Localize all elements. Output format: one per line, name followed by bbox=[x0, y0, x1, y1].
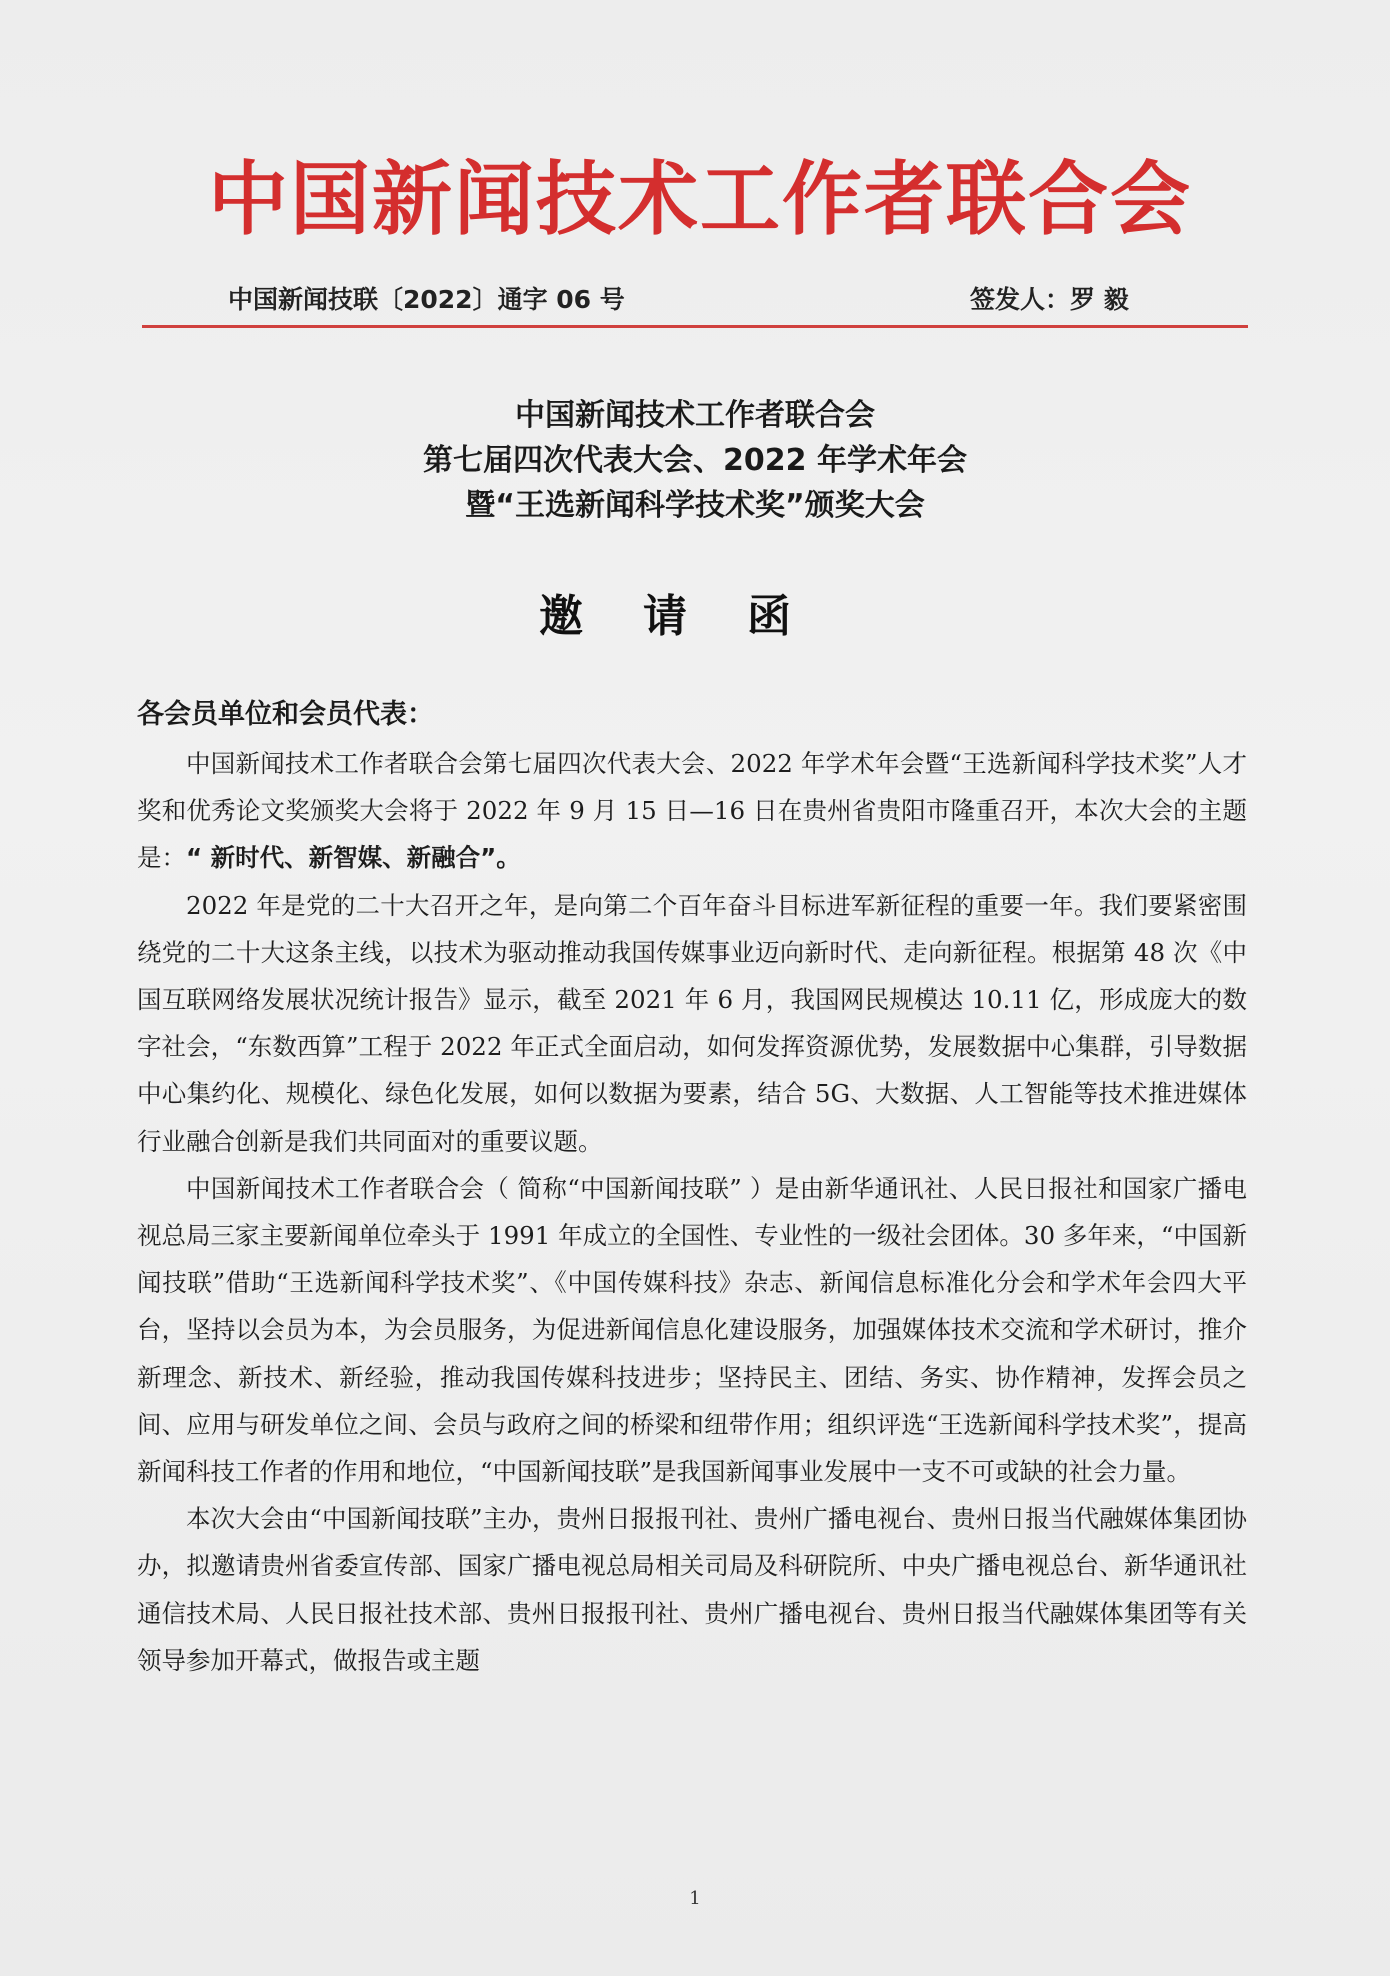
page-number: 1 bbox=[689, 1888, 701, 1909]
invitation-heading: 邀请函 bbox=[539, 591, 851, 642]
title-line-2: 第七届四次代表大会、2022 年学术年会 bbox=[423, 443, 967, 478]
paragraph-1-text: 中国新闻技术工作者联合会第七届四次代表大会、2022 年学术年会暨“王选新闻科学技术奖”人才奖和优秀论文奖颁奖大会将于 2022 年 9 月 15 日—16 日在贵州省贵阳市隆重召开，本次大会的主题是： bbox=[137, 749, 1247, 873]
paragraph-1 bbox=[137, 740, 1247, 882]
body-text bbox=[137, 740, 1247, 1684]
document-title bbox=[140, 393, 1250, 528]
paragraph-2: 2022 年是党的二十大召开之年，是向第二个百年奋斗目标进军新征程的重要一年。我们要紧密围绕党的二十大这条主线，以技术为驱动推动我国传媒事业迈向新时代、走向新征程。根据第 48 次《中国互联网络发展状况统计报告》显示，截至 2021 年 6 月，我国网民规模达 10.11 亿，形成庞大的数字社会，“东数西算”工程于 2022 年正式全面启动，如何发挥资源优势，发展数据中心集群，引导数据中心集约化、规模化、绿色化发展，如何以数据为要素，结合 5G、大数据、人工智能等技术推进媒体行业融合创新是我们共同面对的重要议题。 bbox=[137, 890, 1247, 1156]
meeting-theme: “ 新时代、新智媒、新融合”。 bbox=[186, 843, 521, 873]
letterhead-org-name: 中国新闻技术工作者联合会 bbox=[208, 153, 1192, 246]
title-line-1: 中国新闻技术工作者联合会 bbox=[515, 398, 875, 433]
salutation: 各会员单位和会员代表： bbox=[137, 699, 434, 730]
letterhead-red-rule bbox=[142, 325, 1248, 328]
signer: 签发人：罗 毅 bbox=[970, 285, 1129, 314]
paragraph-3: 中国新闻技术工作者联合会（ 简称“中国新闻技联” ）是由新华通讯社、人民日报社和国家广播电视总局三家主要新闻单位牵头于 1991 年成立的全国性、专业性的一级社会团体。30 多年来，“中国新闻技联”借助“王选新闻科学技术奖”、《中国传媒科技》杂志、新闻信息标准化分会和学术年会四大平台，坚持以会员为本，为会员服务，为促进新闻信息化建设服务，加强媒体技术交流和学术研讨，推介新理念、新技术、新经验，推动我国传媒科技进步；坚持民主、团结、务实、协作精神，发挥会员之间、应用与研发单位之间、会员与政府之间的桥梁和纽带作用；组织评选“王选新闻科学技术奖”，提高新闻科技工作者的作用和地位，“中国新闻技联”是我国新闻事业发展中一支不可或缺的社会力量。 bbox=[137, 1173, 1247, 1487]
title-line-3: 暨“王选新闻科学技术奖”颁奖大会 bbox=[465, 488, 925, 523]
document-number: 中国新闻技联〔2022〕通字 06 号 bbox=[228, 285, 625, 314]
paragraph-4: 本次大会由“中国新闻技联”主办，贵州日报报刊社、贵州广播电视台、贵州日报当代融媒体集团协办，拟邀请贵州省委宣传部、国家广播电视总局相关司局及科研院所、中央广播电视总台、新华通讯社通信技术局、人民日报社技术部、贵州日报报刊社、贵州广播电视台、贵州日报当代融媒体集团等有关领导参加开幕式，做报告或主题 bbox=[137, 1504, 1247, 1675]
